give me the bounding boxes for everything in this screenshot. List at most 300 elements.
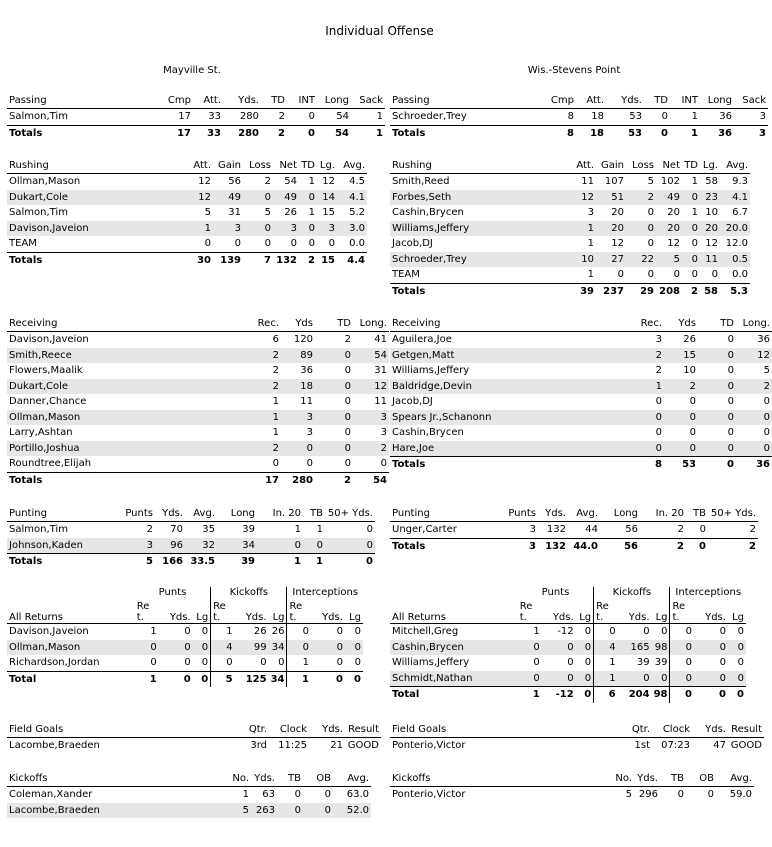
stat-cell: 17 (178, 111, 191, 122)
stat-cell: 1 (587, 238, 594, 249)
player-name: Salmon,Tim (9, 111, 68, 122)
column-header: Re t. (594, 599, 618, 624)
player-name: Johnson,Kaden (7, 538, 105, 554)
player-name: Richardson,Jordan (9, 657, 100, 668)
field_goals-table-left (7, 723, 381, 754)
player-name: Forbes,Seth (390, 190, 540, 206)
stat-cell: 20 (700, 221, 720, 237)
table-row (7, 394, 389, 410)
table-row (7, 221, 367, 237)
stat-cell: 0 (682, 190, 700, 206)
table-row (390, 671, 746, 687)
total-cell: 5 (211, 671, 235, 687)
stat-cell: 3 (213, 221, 243, 237)
stat-cell: 53 (629, 111, 642, 122)
player-name: Spears Jr.,Schanonn (390, 410, 610, 426)
column-header: Avg. (185, 507, 217, 522)
stat-cell: 0 (647, 207, 654, 218)
total-cell: 53 (606, 125, 644, 141)
column-header: Field Goals (7, 723, 217, 738)
passing-table-right (390, 94, 768, 141)
column-header: Yds. (538, 507, 568, 522)
stat-cell: 0 (647, 238, 654, 249)
stat-cell: 2 (736, 379, 772, 395)
stat-cell: 0 (336, 657, 343, 668)
table-row (7, 363, 389, 379)
stat-cell: 0 (727, 334, 734, 345)
field_goals-header-row (390, 723, 764, 738)
table-row (390, 394, 772, 410)
stat-cell: 07:23 (661, 740, 690, 751)
table-row (7, 655, 363, 671)
column-header: Re t. (211, 599, 235, 624)
column-header: Att. (540, 159, 596, 174)
player-name: Ponterio,Victor (392, 789, 466, 800)
total-cell: 18 (576, 125, 606, 141)
stat-cell: 2 (664, 379, 698, 395)
punting-table-left (7, 507, 375, 570)
totals-row (390, 283, 750, 299)
totals-row (390, 687, 746, 703)
stat-cell: 20 (667, 207, 680, 218)
table-row (7, 379, 389, 395)
player-name: Mitchell,Greg (392, 626, 459, 637)
player-name: Williams,Jeffery (390, 221, 540, 237)
table-row (390, 441, 772, 457)
column-header: Passing (390, 94, 540, 109)
column-header: Result (728, 723, 764, 738)
total-cell: 132 (538, 538, 568, 554)
player-name: Cashin,Brycen (392, 427, 464, 438)
table-row (390, 236, 750, 252)
total-cell: 6 (594, 687, 618, 703)
stat-cell: 0 (184, 626, 191, 637)
punting-header-row (390, 507, 758, 522)
total-cell: 1 (351, 125, 385, 141)
total-cell: 280 (223, 125, 261, 141)
stat-cell: 12 (322, 176, 335, 187)
stat-cell: 0 (542, 640, 576, 656)
stat-cell: 4.1 (337, 190, 367, 206)
stat-cell: 5 (204, 207, 211, 218)
stat-cell: 11 (700, 252, 720, 268)
passing-header-row (390, 94, 768, 109)
stat-cell: 0 (308, 111, 315, 122)
table-row (7, 640, 363, 656)
column-header: Yds. (223, 94, 261, 109)
stat-cell: 0 (243, 221, 273, 237)
returns-group-interceptions: Interceptions (670, 587, 746, 599)
stat-cell: 1 (287, 655, 311, 671)
stat-cell: 2 (272, 365, 279, 376)
stat-cell: 0 (655, 396, 662, 407)
field_goals-table-right (390, 723, 764, 754)
returns-header-row (7, 599, 363, 624)
player-name: Cashin,Brycen (392, 207, 464, 218)
total-cell: 0 (698, 457, 736, 473)
column-header: Yds (281, 317, 315, 332)
rushing-header-row (390, 159, 750, 174)
stat-cell: 3rd (250, 740, 267, 751)
player-name: Williams,Jeffery (392, 365, 470, 376)
column-header: TB (303, 507, 325, 522)
column-header: In. 20 (640, 507, 686, 522)
table-row (7, 348, 389, 364)
stat-cell: 23 (700, 190, 720, 206)
stat-cell: 10 (683, 365, 696, 376)
stat-cell: 0 (135, 640, 159, 656)
table-row (390, 174, 750, 190)
player-name: Lacombe,Braeden (7, 803, 207, 819)
stat-cell: 2 (749, 524, 756, 535)
stat-cell: 39 (242, 524, 255, 535)
stat-cell: 0 (727, 427, 734, 438)
table-row (7, 624, 363, 640)
total-cell: 1 (518, 687, 542, 703)
column-header: Punts (105, 507, 155, 522)
stat-cell: 3 (306, 427, 313, 438)
stat-cell: 0 (518, 640, 542, 656)
total-cell: 3 (488, 538, 538, 554)
column-header: Qtr. (600, 723, 652, 738)
totals-label: Totals (390, 457, 610, 473)
total-cell: 0 (644, 125, 670, 141)
stat-cell: 2 (353, 441, 389, 457)
stat-cell: 14 (317, 190, 337, 206)
stat-cell: 0 (707, 789, 714, 800)
column-header: Gain (213, 159, 243, 174)
table-row (390, 655, 746, 671)
stat-cell: 11 (581, 176, 594, 187)
total-cell: 36 (700, 125, 734, 141)
stat-cell: 0 (576, 671, 594, 687)
stat-cell: 132 (546, 524, 566, 535)
stat-cell: 0 (380, 458, 387, 469)
stat-cell: 0 (243, 190, 273, 206)
stat-cell: 0 (694, 671, 728, 687)
stat-cell: 1 (227, 410, 281, 426)
total-cell: 132 (273, 252, 299, 268)
stat-cell: 0 (594, 624, 618, 640)
stat-cell: 0 (542, 671, 576, 687)
totals-label: Totals (7, 472, 227, 488)
player-name: Schroeder,Trey (392, 111, 467, 122)
stat-cell: 5 (647, 176, 654, 187)
table-row (390, 738, 764, 754)
returns-group-row (7, 587, 363, 599)
stat-cell: 0 (727, 396, 734, 407)
total-cell: 2 (682, 283, 700, 299)
stat-cell: 0 (287, 624, 311, 640)
returns-group-interceptions: Interceptions (287, 587, 363, 599)
stat-cell: 2 (227, 348, 281, 364)
column-header: Lg (345, 599, 363, 624)
returns-group-punts: Punts (158, 587, 187, 598)
player-name: Williams,Jeffery (392, 657, 470, 668)
table-row (390, 425, 772, 441)
team-name-right: Wis.-Stevens Point (527, 65, 621, 76)
column-header: TB (660, 772, 686, 787)
player-name: Schmidt,Nathan (390, 671, 518, 687)
stat-cell: 1 (691, 207, 698, 218)
stat-cell: 3 (380, 427, 387, 438)
stat-cell: 1 (272, 427, 279, 438)
column-header: Lg (652, 599, 670, 624)
column-header: Long (317, 94, 351, 109)
kickoffs-header-row (7, 772, 371, 787)
table-row (390, 267, 750, 283)
player-name: Danner,Chance (9, 396, 87, 407)
table-row (390, 363, 772, 379)
player-name: Coleman,Xander (9, 789, 93, 800)
stat-cell: 280 (239, 111, 259, 122)
player-name: Ollman,Mason (9, 176, 81, 187)
stat-cell: 0 (661, 626, 668, 637)
total-cell: 204 (618, 687, 652, 703)
stat-cell: 41 (374, 334, 387, 345)
stat-cell: 11 (300, 396, 313, 407)
stat-cell: 0 (664, 441, 698, 457)
column-header: TD (644, 94, 670, 109)
table-row (7, 109, 385, 126)
stat-cell: 9.3 (732, 176, 748, 187)
column-header: Field Goals (390, 723, 600, 738)
column-header: Att. (157, 159, 213, 174)
column-header: Punting (390, 507, 488, 522)
total-cell: 0 (670, 687, 694, 703)
column-header: Gain (596, 159, 626, 174)
table-row (390, 190, 750, 206)
punting-header-row (7, 507, 375, 522)
column-header: Yds (664, 317, 698, 332)
stat-cell: 56 (228, 176, 241, 187)
column-header: TB (686, 507, 708, 522)
stat-cell: 36 (757, 334, 770, 345)
stat-cell: 0 (610, 441, 664, 457)
receiving-header-row (7, 317, 389, 332)
total-cell: 54 (317, 125, 351, 141)
column-header: Cmp (540, 94, 576, 109)
stat-cell: 0 (193, 640, 211, 656)
stat-cell: 32 (185, 538, 217, 554)
column-header: TD (315, 317, 353, 332)
stat-cell: 49 (656, 190, 682, 206)
total-cell: 1 (670, 125, 700, 141)
table-row (7, 332, 389, 348)
totals-label: Totals (7, 554, 105, 570)
total-cell: 1 (257, 554, 303, 570)
table-row (390, 787, 754, 803)
stat-cell: 10 (540, 252, 596, 268)
column-header: Lg. (317, 159, 337, 174)
player-name: Flowers,Maalik (9, 365, 83, 376)
column-header: Net (273, 159, 299, 174)
table-row (390, 252, 750, 268)
stat-cell: 0 (719, 657, 726, 668)
total-cell: 17 (157, 125, 193, 141)
column-header: Yds. (692, 723, 728, 738)
stat-cell: 0 (344, 396, 351, 407)
column-header: Sack (351, 94, 385, 109)
stat-cell: 3 (273, 221, 299, 237)
player-name: Baldridge,Devin (390, 379, 610, 395)
column-header: Rec. (610, 317, 664, 332)
stat-cell: 0 (736, 441, 772, 457)
column-header: Receiving (7, 317, 227, 332)
stat-cell: 96 (155, 538, 185, 554)
player-name: Salmon,Tim (9, 524, 68, 535)
column-header: Re t. (518, 599, 542, 624)
passing-table-left (7, 94, 385, 141)
stat-cell: 0 (277, 803, 303, 819)
stat-cell: 54 (336, 111, 349, 122)
stat-cell: 0 (643, 626, 650, 637)
total-cell: 53 (664, 457, 698, 473)
column-header: Yds. (634, 772, 660, 787)
player-name: Smith,Reed (392, 176, 450, 187)
stat-cell: 2 (655, 365, 662, 376)
totals-row (7, 671, 363, 687)
table-row (390, 379, 772, 395)
total-cell: 44.0 (568, 538, 600, 554)
column-header: Re t. (670, 599, 694, 624)
team-name-left: Mayville St. (163, 65, 221, 76)
stat-cell: 2 (344, 334, 351, 345)
player-name: Cashin,Brycen (390, 640, 518, 656)
stat-cell: 0 (698, 441, 736, 457)
stat-cell: 2 (278, 111, 285, 122)
table-row (390, 522, 758, 539)
player-name: Davison,Javeion (7, 221, 157, 237)
column-header: All Returns (7, 599, 135, 624)
stat-cell: 12 (353, 379, 389, 395)
stat-cell: 0 (264, 238, 271, 249)
column-header: Kickoffs (390, 772, 590, 787)
stat-cell: 6 (272, 334, 279, 345)
stat-cell: 11 (374, 396, 387, 407)
stat-cell: 0 (694, 640, 728, 656)
column-header: 50+ Yds. (325, 507, 375, 522)
column-header: Rushing (390, 159, 540, 174)
stat-cell: 0 (647, 269, 654, 280)
total-cell: 30 (157, 252, 213, 268)
column-header: No. (590, 772, 634, 787)
stat-cell: 2 (626, 190, 656, 206)
total-cell: 5.3 (720, 283, 750, 299)
stat-cell: 0 (325, 538, 375, 554)
column-header: Punting (7, 507, 105, 522)
receiving-table-right (390, 317, 772, 473)
column-header: INT (287, 94, 317, 109)
column-header: Net (656, 159, 682, 174)
kickoffs-table-left (7, 772, 371, 818)
stat-cell: 2 (146, 524, 153, 535)
table-row (390, 410, 772, 426)
stat-cell: 12.0 (725, 238, 748, 249)
stat-cell: 12 (667, 238, 680, 249)
stat-cell: 0 (763, 427, 770, 438)
stat-cell: 0 (655, 427, 662, 438)
returns-table-left (7, 587, 363, 687)
stat-cell: 1 (308, 207, 315, 218)
column-header: Lg (269, 599, 287, 624)
column-header: OB (686, 772, 716, 787)
column-header: Yds. (606, 94, 644, 109)
table-row (7, 205, 367, 221)
column-header: Rec. (227, 317, 281, 332)
column-header: Att. (576, 94, 606, 109)
stat-cell: 12 (705, 238, 718, 249)
column-header: Avg. (716, 772, 754, 787)
stat-cell: 1 (594, 655, 618, 671)
total-cell: 0 (193, 671, 211, 687)
stat-cell: 1 (587, 269, 594, 280)
stat-cell: 0 (315, 441, 353, 457)
stat-cell: 35 (202, 524, 215, 535)
stat-cell: 26 (253, 626, 267, 637)
total-cell: 139 (213, 252, 243, 268)
total-cell: 56 (600, 538, 640, 554)
column-header: Yds. (542, 599, 576, 624)
table-row (7, 456, 389, 472)
total-cell: 58 (700, 283, 720, 299)
stat-cell: 0 (278, 657, 285, 668)
stat-cell: 0 (184, 657, 191, 668)
player-name: Jacob,DJ (392, 238, 433, 249)
stat-cell: 0 (287, 640, 311, 656)
column-header: Long (600, 507, 640, 522)
stat-cell: 0 (728, 640, 746, 656)
stat-cell: 0 (576, 640, 594, 656)
column-header: TB (277, 772, 303, 787)
column-header: TD (698, 317, 736, 332)
stat-cell: 3 (317, 221, 337, 237)
column-header: Avg. (568, 507, 600, 522)
stat-cell: 1 (691, 111, 698, 122)
player-name: Dukart,Cole (7, 190, 157, 206)
stat-cell: 0 (677, 789, 684, 800)
stat-cell: 49 (213, 190, 243, 206)
stat-cell: 3 (587, 207, 594, 218)
stat-cell: 0 (303, 538, 325, 554)
stat-cell: 0 (698, 410, 736, 426)
stat-cell: 263 (251, 803, 277, 819)
stat-cell: 26 (284, 207, 297, 218)
table-row (7, 738, 381, 754)
receiving-table-left (7, 317, 389, 488)
stat-cell: 63 (262, 789, 275, 800)
table-row (7, 236, 367, 252)
table-row (7, 441, 389, 457)
stat-cell: 0 (664, 410, 698, 426)
stat-cell: 0 (299, 190, 317, 206)
player-name: Getgen,Matt (390, 348, 610, 364)
stat-cell: 98 (652, 640, 670, 656)
stat-cell: 2 (227, 379, 281, 395)
stat-cell: 0 (682, 221, 700, 237)
stat-cell: 0.0 (349, 238, 365, 249)
stat-cell: 1 (540, 221, 596, 237)
total-cell: 33 (193, 125, 223, 141)
stat-cell: 0 (344, 427, 351, 438)
table-row (390, 205, 750, 221)
stat-cell: 39 (654, 657, 668, 668)
player-name: TEAM (392, 269, 420, 280)
totals-label: Totals (390, 125, 540, 141)
table-row (390, 109, 768, 126)
stat-cell: 99 (235, 640, 269, 656)
stat-cell: 120 (293, 334, 313, 345)
